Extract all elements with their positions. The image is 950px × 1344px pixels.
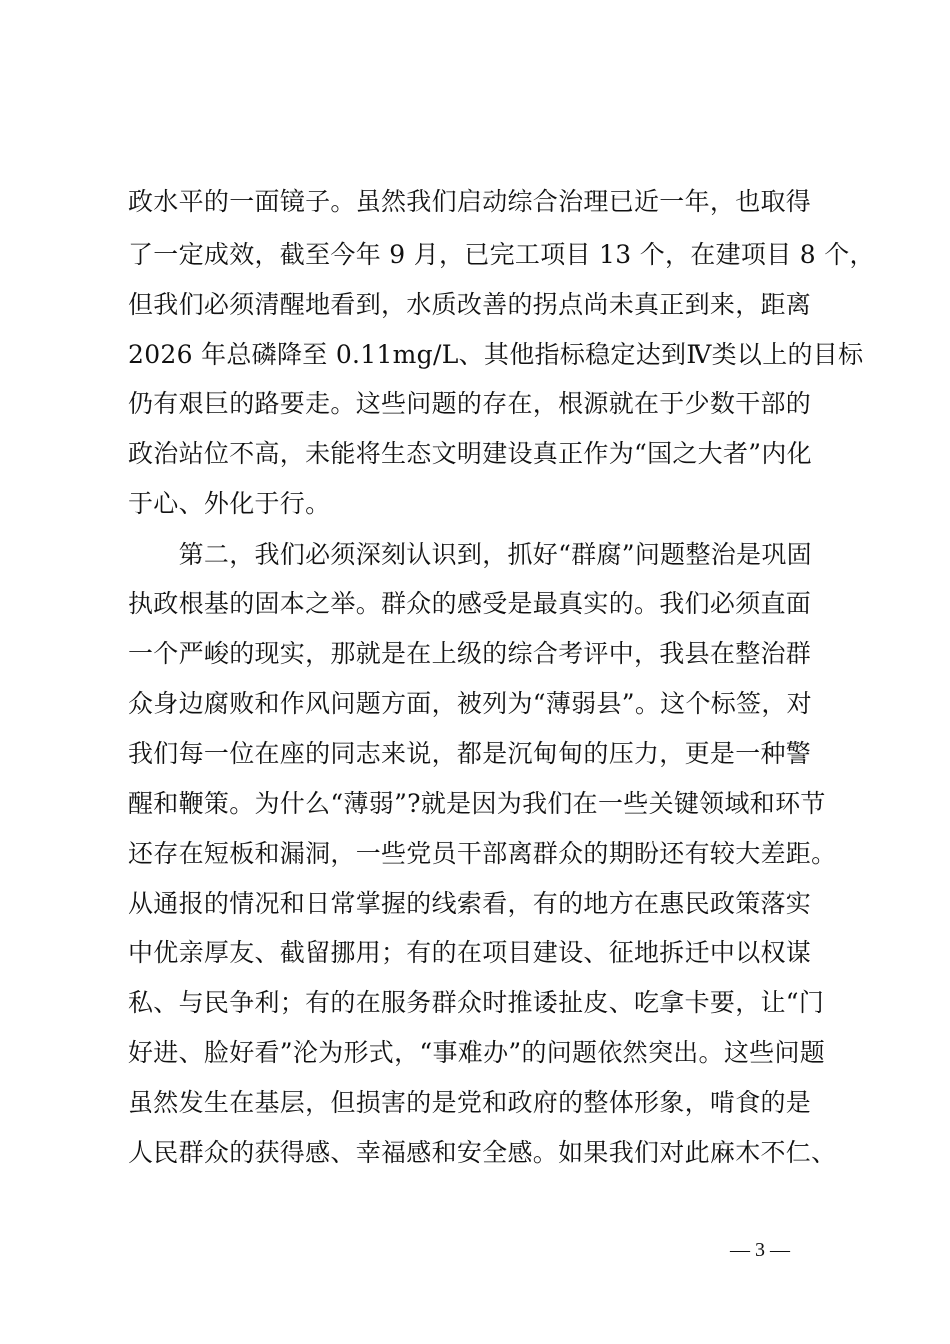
body-text-line: 政治站位不高，未能将生态文明建设真正作为“国之大者”内化 — [128, 439, 812, 468]
body-text-line: 醒和鞭策。为什么“薄弱”?就是因为我们在一些关键领域和环节 — [128, 789, 826, 818]
body-text-line: 政水平的一面镜子。虽然我们启动综合治理已近一年，也取得 — [128, 187, 812, 216]
body-text-line: 中优亲厚友、截留挪用；有的在项目建设、征地拆迁中以权谋 — [128, 938, 812, 967]
body-text-line: 人民群众的获得感、幸福感和安全感。如果我们对此麻木不仁、 — [128, 1138, 837, 1167]
body-text-line: 一个严峻的现实，那就是在上级的综合考评中，我县在整治群 — [128, 639, 812, 668]
body-text-line: 仍有艰巨的路要走。这些问题的存在，根源就在于少数干部的 — [128, 389, 812, 418]
body-text-line: 众身边腐败和作风问题方面，被列为“薄弱县”。这个标签，对 — [128, 689, 812, 718]
paragraph-start-line: 第二，我们必须深刻认识到，抓好“群腐”问题整治是巩固 — [128, 540, 812, 569]
body-text-line: 私、与民争利；有的在服务群众时推诿扯皮、吃拿卡要，让“门 — [128, 988, 825, 1017]
body-text-line: 从通报的情况和日常掌握的线索看，有的地方在惠民政策落实 — [128, 889, 812, 918]
page-number: — 3 — — [730, 1239, 790, 1261]
body-text-line: 虽然发生在基层，但损害的是党和政府的整体形象，啃食的是 — [128, 1088, 812, 1117]
body-text-line: 好进、脸好看”沦为形式，“事难办”的问题依然突出。这些问题 — [128, 1038, 826, 1067]
body-text-line: 了一定成效，截至今年 9 月，已完工项目 13 个，在建项目 8 个， — [128, 240, 875, 269]
body-text-line: 执政根基的固本之举。群众的感受是最真实的。我们必须直面 — [128, 589, 812, 618]
body-text-line: 但我们必须清醒地看到，水质改善的拐点尚未真正到来，距离 — [128, 290, 812, 319]
body-text-line: 2026 年总磷降至 0.11mg/L、其他指标稳定达到Ⅳ类以上的目标 — [128, 340, 864, 369]
body-text-line: 于心、外化于行。 — [128, 489, 331, 518]
body-text-line: 还存在短板和漏洞，一些党员干部离群众的期盼还有较大差距。 — [128, 839, 837, 868]
body-text-line: 我们每一位在座的同志来说，都是沉甸甸的压力，更是一种警 — [128, 739, 812, 768]
